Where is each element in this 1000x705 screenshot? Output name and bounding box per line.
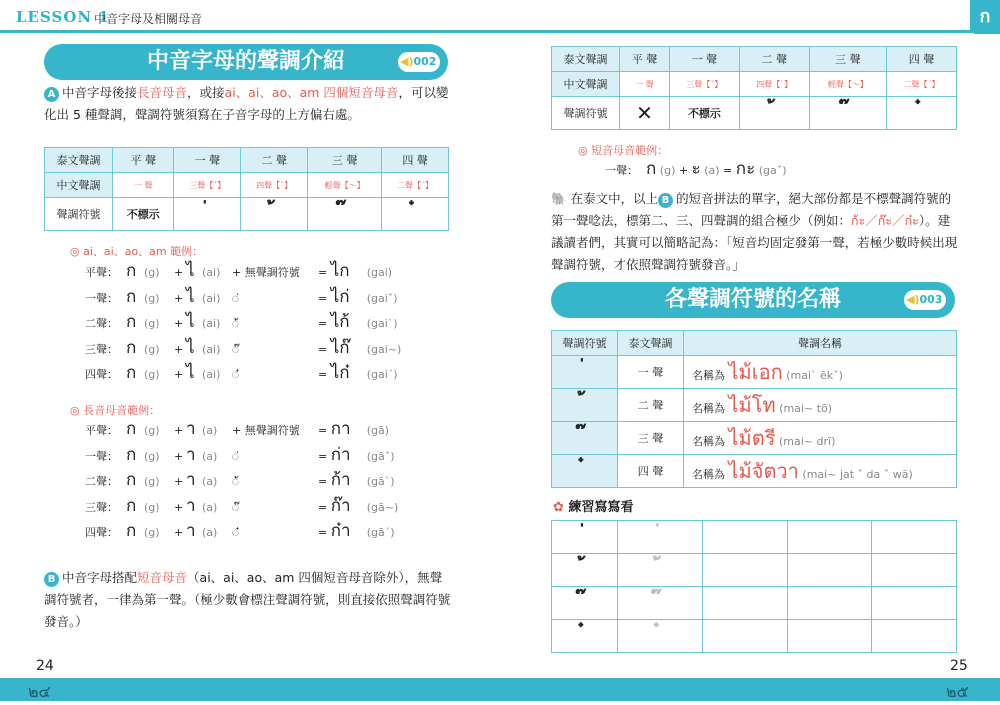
audio-track-badge[interactable]: ◀)002	[398, 52, 440, 72]
tone-table-right: 泰文聲調 平 聲 一 聲 二 聲 三 聲 四 聲 中文聲調 一 聲 三聲【ˇ】 四聲【ˋ】 輕聲【～】 二聲【ˊ】 聲調符號 ✕ 不標示	[551, 46, 957, 130]
tone-example-row: 平聲： ก (g) + า (a) + 無聲調符號 = กา (gā)	[85, 419, 390, 439]
tone-example-row: 二聲： ก (g) + า (a) ◌้ = ก้า (gāˋ)	[85, 470, 395, 490]
tone-name-row: 一 聲 名稱為 ไม้เอก (maiˋ ēkˇ)	[552, 356, 957, 389]
badge-a-icon: A	[44, 87, 59, 102]
practice-cell[interactable]	[787, 620, 872, 653]
short-vowel-example-row: 一聲： ก (g) + ะ (a) = กะ (gaˇ)	[605, 159, 787, 179]
tone-name-row: 二 聲 名稱為 ไม้โท (mai~ tō)	[552, 389, 957, 422]
badge-b-icon: B	[44, 572, 59, 587]
practice-grid	[551, 520, 957, 653]
practice-cell[interactable]	[787, 554, 872, 587]
practice-cell[interactable]	[872, 554, 957, 587]
practice-cell[interactable]	[703, 521, 788, 554]
section-ai-examples: ◎ ai、ai、ao、am 範例：	[70, 245, 204, 258]
section-short-vowel-examples: ◎ 短音母音範例：	[578, 144, 669, 157]
practice-cell[interactable]	[787, 587, 872, 620]
tone-example-row: 一聲： ก (g) + า (a) ◌่ = ก่า (gāˇ)	[85, 444, 395, 465]
paragraph-b: B 中音字母搭配短音母音（ai、ai、ao、am 四個短音母音除外），無聲調符號者，一律為第一聲。（極少數會標注聲調符號，則直接依照聲調符號發音。）	[44, 570, 451, 629]
short-vowel-note: 🐘 在泰文中，以上 B 的短音拼法的單字，絕大部份都是不標聲調符號的第一聲唸法，標第二、三、四聲調的組合極少（例如：ก้ะ／ก๊ะ／ก๋ะ）。建議讀者們，其實可以簡略記為：「短音均固定發第一聲，若極少數時候出現聲調符號，才依照聲調符號發音。」	[551, 191, 958, 272]
practice-cell[interactable]	[703, 554, 788, 587]
tone-example-row: 二聲： ก (g) + ไ (ai) ◌้ = ไก้ (gaiˋ)	[85, 312, 398, 332]
right-section-title: 各聲調符號的名稱	[551, 282, 955, 318]
section-long-vowel-examples: ◎ 長音母音範例：	[70, 404, 161, 417]
badge-b-ref-icon: B	[658, 193, 673, 208]
corner-tab: ก	[970, 0, 1000, 34]
page-number-left: 24	[36, 658, 54, 674]
practice-cell[interactable]	[703, 620, 788, 653]
tone-example-row: 四聲： ก (g) + ไ (ai) ◌๋ = ไก๋ (gaiˊ)	[85, 363, 398, 383]
tone-name-row: 三 聲 名稱為 ไม้ตรี (mai~ drī)	[552, 422, 957, 455]
header-rule	[0, 30, 1000, 33]
practice-cell[interactable]	[872, 620, 957, 653]
intro-paragraph-a: A 中音字母後接長音母音，或接ai、ai、ao、am 四個短音母音，可以變化出 5 種聲調，聲調符號須寫在子音字母的上方偏右處。	[44, 85, 449, 122]
elephant-icon: 🐘	[551, 191, 567, 206]
practice-heading: ✿ 練習寫寫看	[553, 500, 634, 515]
tone-example-row: 三聲： ก (g) + ไ (ai) ◌๊ = ไก๊ (gai~)	[85, 337, 402, 358]
tone-example-row: 一聲： ก (g) + ไ (ai) ◌่ = ไก่ (gaiˇ)	[85, 286, 398, 307]
speaker-icon: ◀)	[906, 293, 920, 306]
left-section-title: 中音字母的聲調介紹	[44, 44, 448, 80]
tone-table-left: 泰文聲調 平 聲 一 聲 二 聲 三 聲 四 聲 中文聲調 一 聲 三聲【ˇ】 四聲【ˋ】 輕聲【～】 二聲【ˊ】 聲調符號 不標示	[44, 147, 449, 231]
speaker-icon: ◀)	[400, 55, 414, 68]
tone-names-table: 聲調符號 泰文聲調 聲調名稱 一 聲 名稱為 ไม้เอก (maiˋ ēkˇ) 二 聲 名稱為 ไม้โท (mai~ tō) 三 聲 名稱為 ไม้ตรี (mai~ drī) 四 聲 名稱為 ไม้จัตวา (mai~ jat ˇ da ˇ wā)	[551, 330, 957, 488]
tone-example-row: 平聲： ก (g) + ไ (ai) + 無聲調符號 = ไก (gai)	[85, 261, 393, 281]
footer-bar	[0, 678, 1000, 701]
lesson-label: LESSON 1	[16, 8, 110, 26]
page-number-right: 25	[950, 658, 968, 674]
practice-cell[interactable]	[787, 521, 872, 554]
practice-cell[interactable]	[703, 587, 788, 620]
practice-cell[interactable]	[872, 521, 957, 554]
tone-example-row: 四聲： ก (g) + า (a) ◌๋ = ก๋า (gāˊ)	[85, 521, 395, 541]
audio-track-badge-2[interactable]: ◀)003	[904, 290, 946, 310]
thai-page-number-right: ๒๕	[946, 682, 969, 701]
lesson-subtitle: 中音字母及相關母音	[94, 12, 203, 26]
tone-name-row: 四 聲 名稱為 ไม้จัตวา (mai~ jat ˇ da ˇ wā)	[552, 455, 957, 488]
thai-page-number-left: ๒๔	[28, 682, 51, 701]
practice-cell[interactable]	[872, 587, 957, 620]
tone-example-row: 三聲： ก (g) + า (a) ◌๊ = ก๊า (gā~)	[85, 495, 399, 516]
lotus-icon: ✿	[553, 500, 564, 515]
